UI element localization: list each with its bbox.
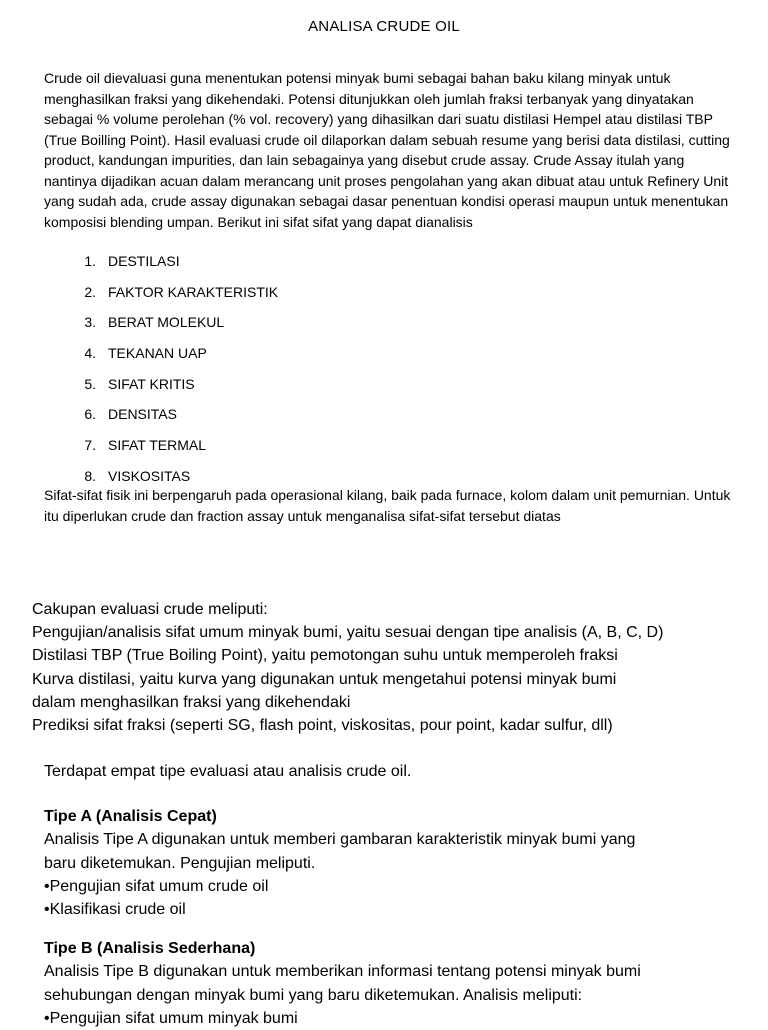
type-a-text: Analisis Tipe A digunakan untuk memberi gambaran karakteristik minyak bumi yang xyxy=(44,831,636,849)
list-label: BERAT MOLEKUL xyxy=(108,314,225,331)
list-number: 6. xyxy=(84,406,96,423)
list-label: VISKOSITAS xyxy=(108,467,191,484)
list-item xyxy=(44,435,644,466)
scope-line: Pengujian/analisis sifat umum minyak bumi, yaitu sesuai dengan tipe analisis (A, B, C, D) xyxy=(32,624,664,642)
list-label: DESTILASI xyxy=(108,253,180,269)
list-number: 1. xyxy=(84,253,96,269)
scope-heading: Cakupan evaluasi crude meliputi: xyxy=(32,601,268,618)
scope-line: Kurva distilasi, yaitu kurva yang digunakan untuk mengetahui potensi minyak bumi xyxy=(32,670,617,688)
list-label: TEKANAN UAP xyxy=(108,345,207,362)
type-a-text: baru diketemukan. Pengujian meliputi. xyxy=(44,854,316,872)
list-item xyxy=(44,343,644,374)
types-section xyxy=(44,760,744,1030)
type-a-bullet: •Pengujian sifat umum crude oil xyxy=(44,877,269,895)
list-number: 3. xyxy=(84,314,96,331)
list-item xyxy=(44,251,644,282)
type-a-heading: Tipe A (Analisis Cepat) xyxy=(44,808,217,826)
type-b-text: sehubungan dengan minyak bumi yang baru diketemukan. Analisis meliputi: xyxy=(44,986,583,1004)
list-number: 8. xyxy=(84,467,96,484)
list-item xyxy=(44,374,644,405)
list-label: DENSITAS xyxy=(108,406,177,423)
list-label: FAKTOR KARAKTERISTIK xyxy=(108,283,279,300)
list-number: 4. xyxy=(84,345,96,362)
list-number: 2. xyxy=(84,283,96,300)
scope-line: Distilasi TBP (True Boiling Point), yaitu pemotongan suhu untuk memperoleh fraksi xyxy=(32,647,618,665)
list-number: 5. xyxy=(84,375,96,392)
list-label: SIFAT TERMAL xyxy=(108,437,207,454)
type-a-bullet: •Klasifikasi crude oil xyxy=(44,901,186,919)
list-item xyxy=(44,282,644,313)
property-list xyxy=(44,251,644,497)
intro-paragraph: Crude oil dievaluasi guna menentukan potensi minyak bumi sebagai bahan baku kilang minyak untuk menghasilkan fraksi yang dikehendaki. Potensi ditunjukkan oleh jumlah fraksi terbanyak yang dinyatakan sebagai % volume perolehan (% vol. recovery) yang dihasilkan dari suatu distilasi Hempel atau distilasi TBP (True Boilling Point). Hasil evaluasi crude oil dilaporkan dalam sebuah resume yang berisi data distilasi, cutting product, kandungan impurities, dan lain sebagainya yang disebut crude assay. Crude Assay itulah yang nantinya dijadikan acuan dalam merancang unit proses pengolahan yang akan dibuat atau untuk Refinery Unit yang sudah ada, crude assay digunakan sebagai dasar penentuan kondisi operasi maupun untuk menentukan komposisi blending umpan. Berikut ini sifat sifat yang dapat dianalisis xyxy=(44,70,730,230)
list-item xyxy=(44,404,644,435)
types-intro: Terdapat empat tipe evaluasi atau analisis crude oil. xyxy=(44,763,412,780)
list-item xyxy=(44,312,644,343)
scope-line: Prediksi sifat fraksi (seperti SG, flash point, viskositas, pour point, kadar sulfur, dll) xyxy=(32,717,613,735)
scope-line: dalam menghasilkan fraksi yang dikehendaki xyxy=(32,693,351,711)
type-b-heading: Tipe B (Analisis Sederhana) xyxy=(44,940,256,958)
closing-paragraph: Sifat-sifat fisik ini berpengaruh pada operasional kilang, baik pada furnace, kolom dalam unit pemurnian. Untuk itu diperlukan crude dan fraction assay untuk menganalisa sifat-sifat tersebut diatas xyxy=(44,487,731,524)
type-b-bullet: •Pengujian sifat umum minyak bumi xyxy=(44,1009,298,1027)
list-number: 7. xyxy=(84,437,96,454)
page-title: ANALISA CRUDE OIL xyxy=(308,18,460,35)
list-label: SIFAT KRITIS xyxy=(108,375,195,392)
type-b-text: Analisis Tipe B digunakan untuk memberikan informasi tentang potensi minyak bumi xyxy=(44,963,641,981)
scope-section xyxy=(32,598,742,737)
